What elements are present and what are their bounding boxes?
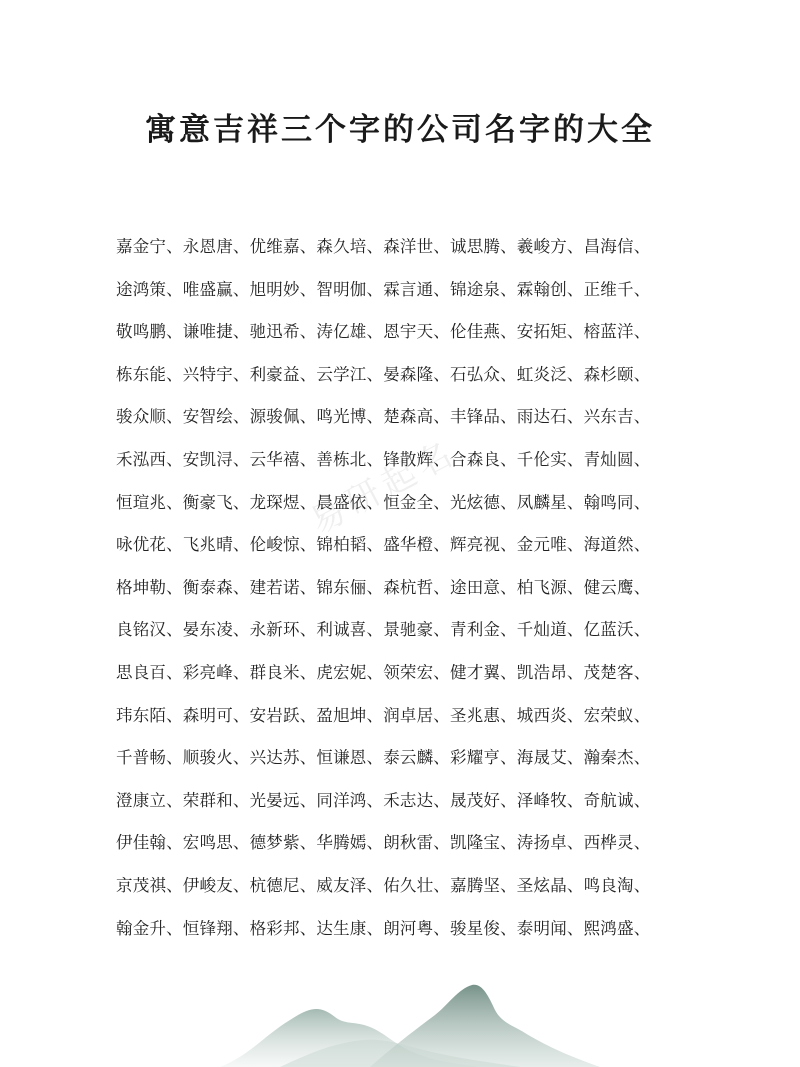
name-row: 良铭汉、晏东凌、永新环、利诚喜、景驰豪、青利金、千灿道、亿蓝沃、: [116, 620, 651, 640]
name-row: 栋东能、兴特宇、利豪益、云学江、晏森隆、石弘众、虹炎泛、森杉颐、: [116, 364, 651, 384]
name-row: 千普畅、顺骏火、兴达苏、恒谦恩、泰云麟、彩耀亨、海晟艾、瀚秦杰、: [116, 748, 651, 768]
name-row: 翰金升、恒锋翔、格彩邦、达生康、朗河粤、骏星俊、泰明闻、熙鸿盛、: [116, 918, 651, 938]
name-row: 格坤勒、衡泰森、建若诺、锦东俪、森杭哲、途田意、柏飞源、健云鹰、: [116, 577, 651, 597]
name-row: 玮东陌、森明可、安岩跃、盈旭坤、润卓居、圣兆惠、城西炎、宏荣蚁、: [116, 705, 651, 725]
name-row: 思良百、彩亮峰、群良米、虎宏妮、领荣宏、健才翼、凯浩昂、茂楚客、: [116, 662, 651, 682]
name-row: 伊佳翰、宏鸣思、德梦紫、华腾嫣、朗秋雷、凯隆宝、涛扬卓、西桦灵、: [116, 833, 651, 853]
page-title: 寓意吉祥三个字的公司名字的大全: [145, 112, 655, 148]
mountain-landscape-icon: [220, 975, 600, 1067]
name-row: 敬鸣鹏、谦唯捷、驰迅希、涛亿雄、恩宇天、伦佳燕、安拓矩、榕蓝洋、: [116, 322, 651, 342]
name-row: 京茂祺、伊峻友、杭德尼、威友泽、佑久壮、嘉腾坚、圣炫晶、鸣良淘、: [116, 875, 651, 895]
name-row: 嘉金宁、永恩唐、优维嘉、森久培、森洋世、诚思腾、羲峻方、昌海信、: [116, 237, 651, 256]
name-row: 恒瑄兆、衡豪飞、龙琛煜、晨盛依、恒金全、光炫德、凤麟星、翰鸣同、: [116, 492, 651, 512]
name-list: [116, 226, 716, 950]
name-row: 骏众顺、安智绘、源骏佩、鸣光博、楚森高、丰锋品、雨达石、兴东吉、: [116, 407, 651, 427]
name-row: 咏优花、飞兆晴、伦峻惊、锦柏韬、盛华橙、辉亮视、金元唯、海道然、: [116, 535, 651, 555]
name-row: 禾泓西、安凯浔、云华禧、善栋北、锋散辉、合森良、千伦实、青灿圆、: [116, 449, 651, 469]
name-row: 途鸿策、唯盛赢、旭明妙、智明伽、霖言通、锦途泉、霖翰创、正维千、: [116, 279, 651, 299]
name-row: 澄康立、荣群和、光晏远、同洋鸿、禾志达、晟茂好、泽峰牧、奇航诚、: [116, 790, 651, 810]
watermark: 易研起名: [303, 431, 464, 543]
